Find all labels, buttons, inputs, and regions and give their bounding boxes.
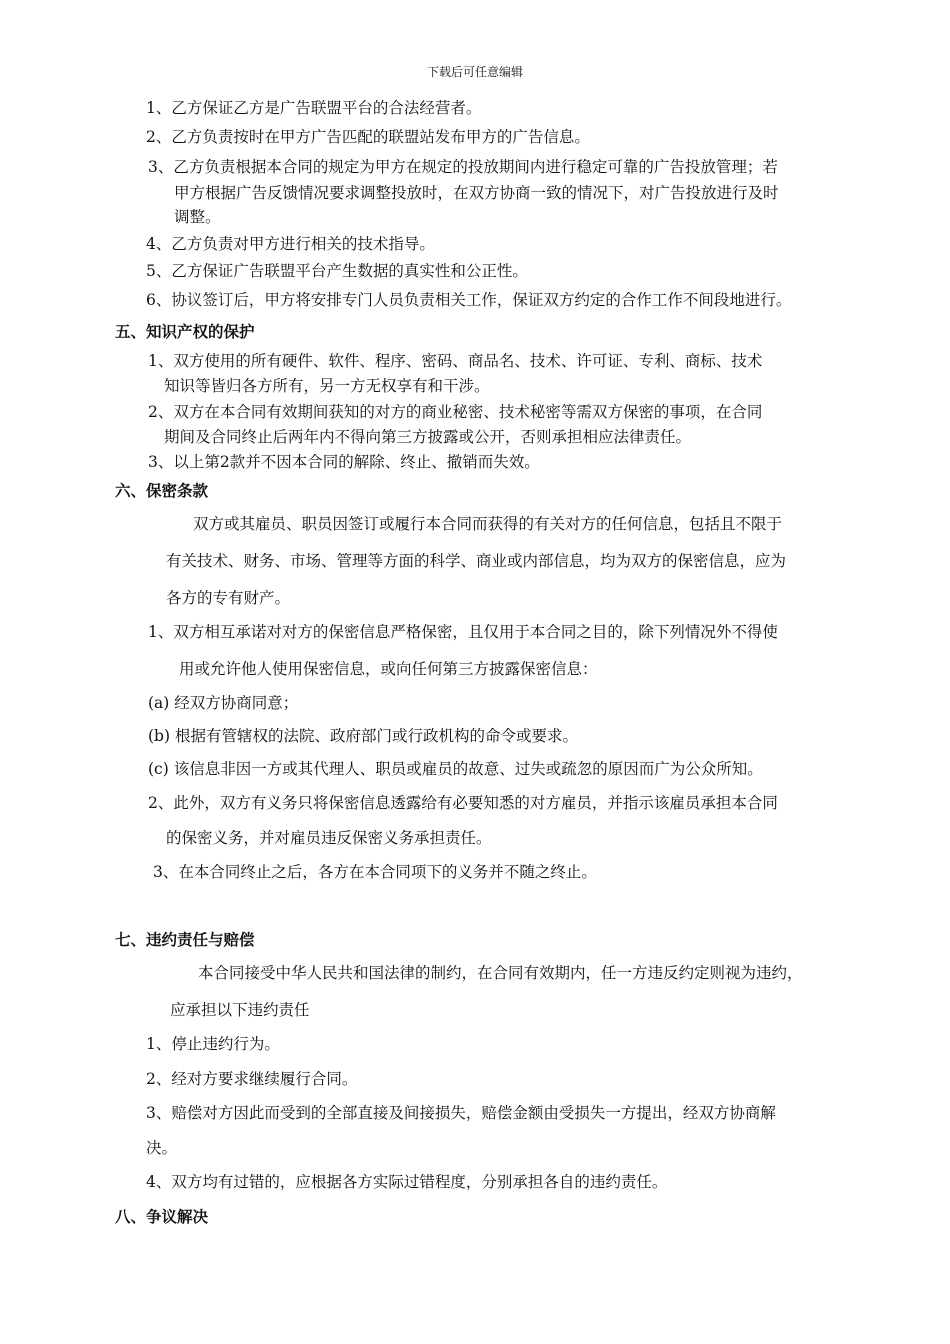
clause-line: (b) 根据有管辖权的法院、政府部门或行政机构的命令或要求。	[148, 727, 578, 745]
clause-line: 决。	[146, 1139, 178, 1157]
clause-line: 期间及合同终止后两年内不得向第三方披露或公开，否则承担相应法律责任。	[164, 428, 692, 446]
clause-line: 5、乙方保证广告联盟平台产生数据的真实性和公正性。	[146, 262, 528, 280]
clause-line: 2、乙方负责按时在甲方广告匹配的联盟站发布甲方的广告信息。	[146, 128, 590, 146]
clause-line: 3、在本合同终止之后，各方在本合同项下的义务并不随之终止。	[153, 863, 597, 881]
paragraph-line: 有关技术、财务、市场、管理等方面的科学、商业或内部信息，均为双方的保密信息，应为	[166, 552, 787, 570]
clause-line: 甲方根据广告反馈情况要求调整投放时，在双方协商一致的情况下，对广告投放进行及时	[174, 184, 779, 202]
clause-line: (c) 该信息非因一方或其代理人、职员或雇员的故意、过失或疏忽的原因而广为公众所知。	[148, 760, 763, 778]
section-heading: 五、知识产权的保护	[115, 323, 255, 341]
paragraph-line: 应承担以下违约责任	[170, 1001, 310, 1019]
clause-line: 3、乙方负责根据本合同的规定为甲方在规定的投放期间内进行稳定可靠的广告投放管理；若	[148, 158, 778, 176]
clause-line: 的保密义务，并对雇员违反保密义务承担责任。	[166, 829, 492, 847]
clause-line: 3、以上第2款并不因本合同的解除、终止、撤销而失效。	[148, 453, 540, 471]
paragraph-line: 双方或其雇员、职员因签订或履行本合同而获得的有关对方的任何信息，包括且不限于	[193, 515, 783, 533]
paragraph-line: 各方的专有财产。	[166, 589, 291, 607]
clause-line: 知识等皆归各方所有，另一方无权享有和干涉。	[164, 377, 490, 395]
section-heading: 七、违约责任与赔偿	[115, 931, 255, 949]
clause-line: 3、赔偿对方因此而受到的全部直接及间接损失，赔偿金额由受损失一方提出，经双方协商解	[146, 1104, 776, 1122]
clause-line: 1、双方使用的所有硬件、软件、程序、密码、商品名、技术、许可证、专利、商标、技术	[148, 352, 763, 370]
clause-line: (a) 经双方协商同意；	[148, 694, 299, 712]
section-heading: 六、保密条款	[115, 482, 209, 500]
clause-line: 2、双方在本合同有效期间获知的对方的商业秘密、技术秘密等需双方保密的事项，在合同	[148, 403, 763, 421]
clause-line: 4、双方均有过错的，应根据各方实际过错程度，分别承担各自的违约责任。	[146, 1173, 668, 1191]
clause-line: 1、停止违约行为。	[146, 1035, 280, 1053]
clause-line: 2、此外，双方有义务只将保密信息透露给有必要知悉的对方雇员，并指示该雇员承担本合同	[148, 794, 778, 812]
clause-line: 1、双方相互承诺对对方的保密信息严格保密，且仅用于本合同之目的，除下列情况外不得使	[148, 623, 778, 641]
clause-line: 用或允许他人使用保密信息，或向任何第三方披露保密信息：	[179, 660, 598, 678]
section-heading: 八、争议解决	[115, 1208, 209, 1226]
paragraph-line: 本合同接受中华人民共和国法律的制约，在合同有效期内，任一方违反约定则视为违约，	[198, 964, 803, 982]
clause-line: 6、协议签订后，甲方将安排专门人员负责相关工作，保证双方约定的合作工作不间段地进行。	[146, 291, 792, 309]
clause-line: 4、乙方负责对甲方进行相关的技术指导。	[146, 235, 435, 253]
clause-line: 调整。	[174, 208, 221, 226]
clause-line: 1、乙方保证乙方是广告联盟平台的合法经营者。	[146, 99, 482, 117]
clause-line: 2、经对方要求继续履行合同。	[146, 1070, 358, 1088]
page-header: 下载后可任意编辑	[426, 65, 523, 79]
